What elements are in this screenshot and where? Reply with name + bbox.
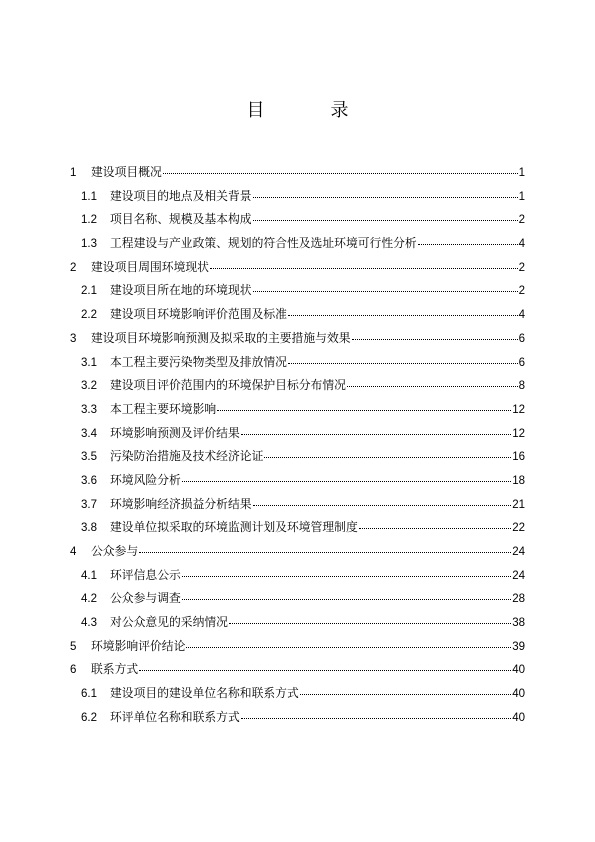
toc-dot-leader [210,257,518,269]
toc-entry-number: 3.3 [81,403,97,416]
toc-entry[interactable] [70,234,525,258]
toc-entry-number: 1.2 [81,214,97,227]
toc-entry-page-number: 24 [512,569,525,582]
toc-entry-page-number: 2 [518,214,525,227]
toc-entry[interactable] [70,684,525,708]
toc-entry[interactable] [70,329,525,353]
toc-entry-title: 环境影响评价结论 [91,638,186,653]
toc-dot-leader [241,423,511,435]
toc-dot-leader [253,186,518,198]
toc-entry-number: 5 [70,640,77,653]
toc-entry-title: 项目名称、规模及基本构成 [110,212,252,227]
toc-dot-leader [182,565,511,577]
toc-entry-title: 环评信息公示 [110,567,181,582]
toc-entry-number: 2.1 [81,285,97,298]
toc-dot-leader [163,162,518,174]
toc-entry-title: 建设项目环境影响预测及拟采取的主要措施与效果 [91,330,351,345]
toc-entry-title: 对公众意见的采纳情况 [110,615,228,630]
toc-dot-leader [139,541,511,553]
toc-entry-title: 建设项目的地点及相关背景 [110,188,252,203]
toc-entry-page-number: 4 [518,309,525,322]
toc-dot-leader [288,352,518,364]
toc-entry-number: 6.1 [81,688,97,701]
toc-entry[interactable] [70,471,525,495]
toc-entry[interactable] [70,281,525,305]
toc-entry-page-number: 2 [518,285,525,298]
toc-entry[interactable] [70,708,525,732]
toc-entry[interactable] [70,376,525,400]
toc-dot-leader [182,470,511,482]
toc-dot-leader [288,304,518,316]
toc-dot-leader [253,494,512,506]
toc-entry-page-number: 21 [512,498,525,511]
toc-entry-title: 公众参与 [91,544,139,558]
toc-dot-leader [229,612,511,624]
toc-entry-page-number: 40 [512,711,525,724]
toc-entry-page-number: 2 [518,261,525,274]
toc-entry-page-number: 6 [518,332,525,345]
toc-dot-leader [347,375,518,387]
toc-entry[interactable] [70,447,525,471]
toc-entry-title: 公众参与调查 [110,591,181,606]
toc-dot-leader [217,399,511,411]
toc-entry-number: 4.2 [81,593,97,606]
toc-entry-number: 6 [70,664,77,677]
toc-entry-number: 2 [70,261,77,274]
toc-entry-page-number: 1 [518,190,525,203]
toc-entry-title: 建设项目周围环境现状 [91,259,209,274]
toc-dot-leader [182,588,511,600]
toc-dot-leader [139,659,511,671]
toc-entry-title: 环评单位名称和联系方式 [110,709,240,724]
toc-entry-title: 本工程主要污染物类型及排放情况 [110,354,287,369]
toc-entry-title: 环境影响预测及评价结果 [110,425,240,440]
toc-entry[interactable] [70,353,525,377]
toc-entry-page-number: 39 [512,640,525,653]
toc-dot-leader [300,683,511,695]
toc-entry-page-number: 12 [512,427,525,440]
toc-entry-page-number: 40 [512,688,525,701]
toc-dot-leader [352,328,518,340]
toc-entry-title: 本工程主要环境影响 [110,401,217,416]
toc-entry[interactable] [70,542,525,566]
toc-dot-leader [253,280,518,292]
toc-entry-number: 3.2 [81,380,97,393]
toc-entry-number: 4.1 [81,569,97,582]
toc-entry[interactable] [70,163,525,187]
toc-entry-title: 环境影响经济损益分析结果 [110,496,252,511]
toc-entry-number: 1.1 [81,190,97,203]
toc-dot-leader [241,707,511,719]
toc-entry-title: 建设项目所在地的环境现状 [110,283,252,298]
toc-entry-title: 建设单位拟采取的环境监测计划及环境管理制度 [110,520,358,535]
toc-entry-title: 环境风险分析 [110,472,181,487]
toc-entry[interactable] [70,613,525,637]
toc-entry-page-number: 22 [512,522,525,535]
toc-entry-title: 建设项目概况 [91,165,162,179]
toc-entry-page-number: 38 [512,617,525,630]
toc-entry[interactable] [70,637,525,661]
toc-entry[interactable] [70,566,525,590]
toc-entry[interactable] [70,589,525,613]
toc-dot-leader [359,517,511,529]
toc-entry-page-number: 28 [512,593,525,606]
toc-entry-number: 4 [70,546,77,558]
toc-entry[interactable] [70,518,525,542]
toc-entry-number: 1.3 [81,238,97,251]
toc-entry-number: 4.3 [81,617,97,630]
toc-entry[interactable] [70,210,525,234]
toc-entry[interactable] [70,305,525,329]
toc-entry[interactable] [70,400,525,424]
toc-entry-title: 建设项目的建设单位名称和联系方式 [110,686,299,701]
toc-entry-number: 3.4 [81,427,97,440]
toc-entry-number: 3.1 [81,356,97,369]
toc-dot-leader [253,209,518,221]
toc-entry-number: 3.5 [81,451,97,464]
toc-entry-page-number: 6 [518,356,525,369]
toc-entry-page-number: 1 [518,167,525,179]
toc-entry-number: 6.2 [81,711,97,724]
toc-entry-number: 3 [70,332,77,345]
toc-dot-leader [186,636,511,648]
toc-entry[interactable] [70,495,525,519]
toc-entry-number: 2.2 [81,309,97,322]
toc-entry-number: 3.7 [81,498,97,511]
toc-entry-page-number: 8 [518,380,525,393]
toc-entry-page-number: 16 [512,451,525,464]
toc-entry-title: 建设项目环境影响评价范围及标准 [110,307,287,322]
toc-dot-leader [264,446,511,458]
toc-entry-page-number: 4 [518,238,525,251]
toc-title: 目 录 [246,100,373,121]
toc-entry-page-number: 24 [512,546,525,558]
toc-entry[interactable] [70,187,525,211]
toc-entry[interactable] [70,660,525,684]
toc-entry-title: 工程建设与产业政策、规划的符合性及选址环境可行性分析 [110,236,417,251]
toc-entry-number: 3.6 [81,474,97,487]
toc-entry-title: 污染防治措施及技术经济论证 [110,449,264,464]
toc-entry-title: 联系方式 [91,662,139,677]
toc-entry[interactable] [70,424,525,448]
toc-entry-page-number: 18 [512,474,525,487]
toc-entry-page-number: 12 [512,403,525,416]
toc-entry-number: 3.8 [81,522,97,535]
toc-entry-number: 1 [70,167,77,179]
toc-entry[interactable] [70,258,525,282]
toc-entry-title: 建设项目评价范围内的环境保护目标分布情况 [110,378,346,393]
toc-list [70,163,525,732]
toc-entry-page-number: 40 [512,664,525,677]
toc-dot-leader [418,233,518,245]
